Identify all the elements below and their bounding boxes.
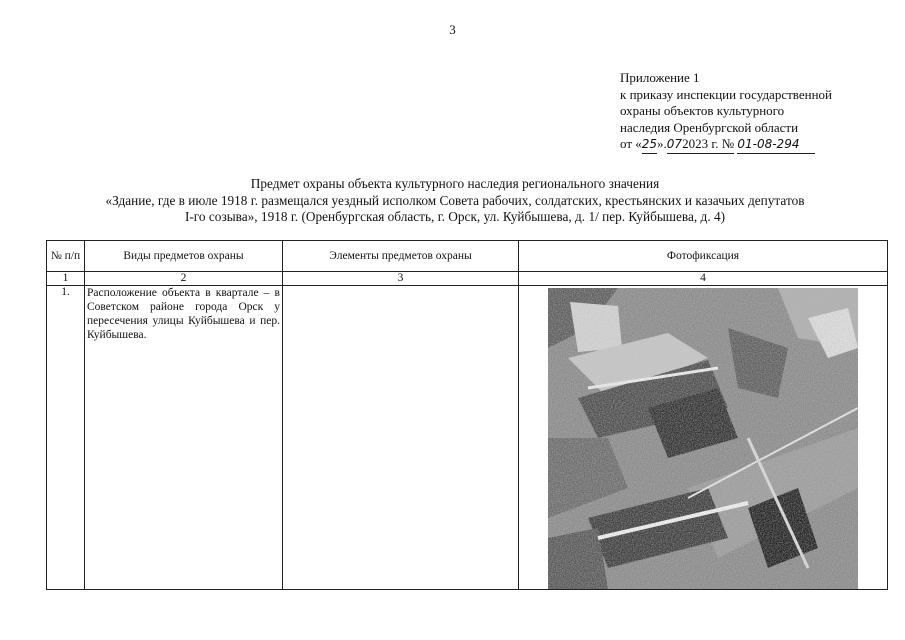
- appendix-region: наследия Оренбургской области: [620, 119, 799, 135]
- date-separator: ».: [657, 136, 667, 151]
- row-photo-cell: [519, 286, 888, 590]
- header-photo: Фотофиксация: [519, 241, 888, 272]
- heading-line-1: Предмет охраны объекта культурного наследия регионального значения: [250, 176, 660, 191]
- column-number: 2: [85, 272, 283, 286]
- column-number: 3: [283, 272, 519, 286]
- appendix-authority: охраны объектов культурного: [620, 103, 785, 118]
- appendix-order-ref: к приказу инспекции государственной: [620, 86, 832, 102]
- header-types: Виды предметов охраны: [85, 241, 283, 272]
- document-heading: [40, 176, 870, 226]
- table-row: [47, 286, 888, 590]
- column-number: 4: [519, 272, 888, 286]
- appendix-block: [620, 70, 832, 154]
- protection-subject-table: [46, 240, 888, 590]
- page-number: 3: [449, 22, 456, 37]
- appendix-title: Приложение 1: [620, 70, 700, 85]
- header-elements: Элементы предметов охраны: [283, 241, 519, 272]
- row-protection-elements: [283, 286, 519, 590]
- table-header-row: [47, 241, 888, 272]
- column-number: 1: [47, 272, 85, 286]
- column-number-row: [47, 272, 888, 286]
- row-number: 1.: [47, 286, 85, 590]
- date-prefix: от «: [620, 136, 642, 151]
- order-month: 07: [667, 136, 682, 154]
- appendix-date-line: [620, 136, 832, 154]
- row-protection-type: Расположение объекта в квартале – в Советском районе города Орск у пересечения улицы Куйбышева и пер. Куйбышева.: [85, 286, 283, 590]
- aerial-photo: [548, 288, 858, 589]
- header-number: № п/п: [47, 241, 85, 272]
- heading-line-3: I-го созыва», 1918 г. (Оренбургская область, г. Орск, ул. Куйбышева, д. 1/ пер. Куйбышева, д. 4): [184, 209, 726, 224]
- order-number: 01-08-294: [737, 136, 815, 154]
- heading-line-2: «Здание, где в июле 1918 г. размещался уездный исполком Совета рабочих, солдатских, крестьянских и казачьих депутатов: [105, 192, 805, 208]
- order-year: 2023 г. №: [682, 136, 734, 154]
- order-day: 25: [642, 136, 657, 154]
